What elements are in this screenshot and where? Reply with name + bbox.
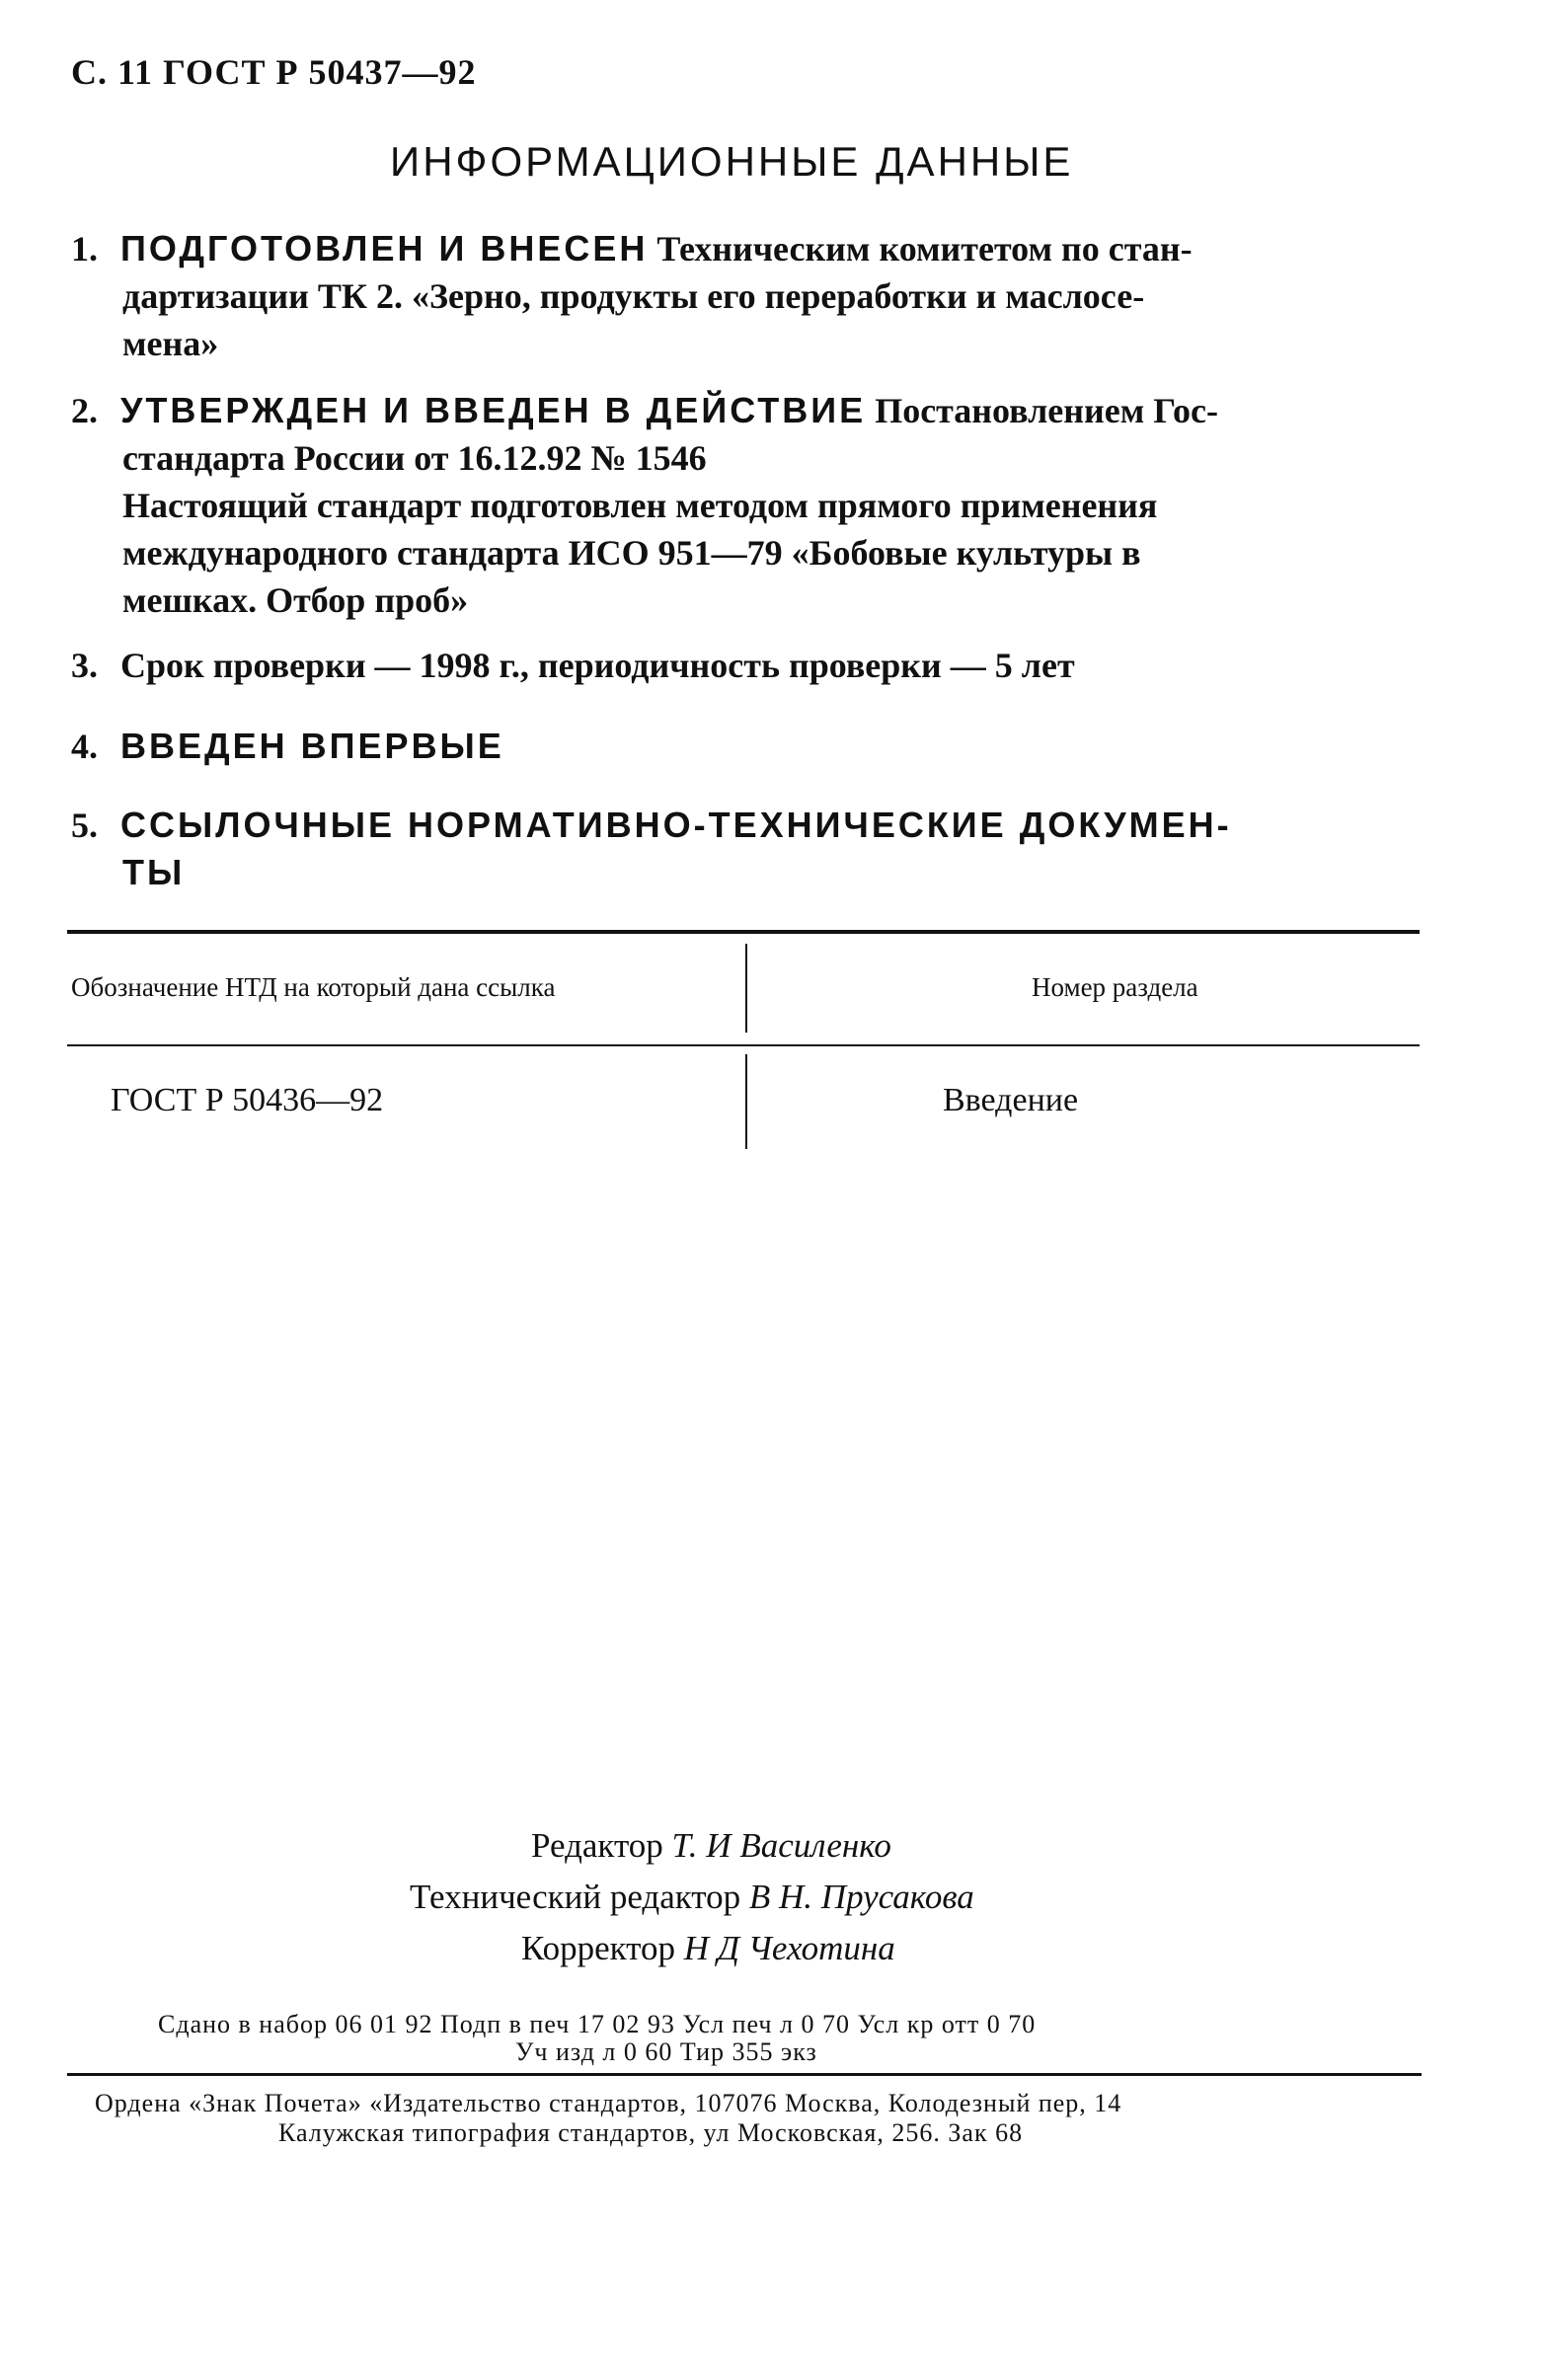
imprint-rule [67, 2073, 1422, 2076]
info-item-5 [71, 802, 1433, 896]
item-heading: ТЫ [122, 852, 186, 892]
table-cell-designation: ГОСТ Р 50436—92 [111, 1082, 384, 1118]
item-text: стандарта России от 16.12.92 № 1546 [122, 438, 707, 478]
info-item-1 [71, 225, 1433, 367]
table-cell-section: Введение [943, 1082, 1079, 1118]
editor-name: Т. И Василенко [671, 1826, 891, 1865]
proofreader-line [521, 1929, 895, 1968]
editor-label: Редактор [531, 1826, 663, 1865]
print-details-line-2: Уч изд л 0 60 Тир 355 экз [515, 2037, 817, 2066]
table-top-rule [67, 930, 1420, 934]
section-title: ИНФОРМАЦИОННЫЕ ДАННЫЕ [390, 138, 1074, 185]
table-header-rule [67, 1044, 1420, 1046]
tech-editor-label: Технический редактор [410, 1878, 741, 1916]
item-heading: ВВЕДЕН ВПЕРВЫЕ [120, 726, 504, 766]
item-text: Настоящий стандарт подготовлен методом прямого применения [122, 486, 1158, 525]
item-text: международного стандарта ИСО 951—79 «Бобовые культуры в [122, 533, 1141, 573]
publisher-line-1: Ордена «Знак Почета» «Издательство стандартов, 107076 Москва, Колодезный пер, 14 [95, 2089, 1122, 2117]
item-text: дартизации ТК 2. «Зерно, продукты его переработки и маслосе- [122, 276, 1145, 316]
info-item-4 [71, 723, 1433, 770]
table-column-divider [745, 944, 747, 1033]
item-heading: ССЫЛОЧНЫЕ НОРМАТИВНО-ТЕХНИЧЕСКИЕ ДОКУМЕН- [120, 805, 1232, 845]
item-number: 5. [71, 806, 98, 845]
item-text: Техническим комитетом по стан- [656, 229, 1193, 269]
info-item-2 [71, 387, 1433, 624]
tech-editor-line [410, 1878, 974, 1917]
item-number: 4. [71, 727, 98, 766]
item-heading: ПОДГОТОВЛЕН И ВНЕСЕН [120, 228, 649, 269]
item-number: 2. [71, 391, 98, 430]
proofreader-label: Корректор [521, 1929, 676, 1967]
column-header-section: Номер раздела [1032, 972, 1198, 1002]
tech-editor-name: В Н. Прусакова [748, 1878, 974, 1916]
item-text: Постановлением Гос- [875, 391, 1218, 430]
print-details-line-1: Сдано в набор 06 01 92 Подп в печ 17 02 93 Усл печ л 0 70 Усл кр отт 0 70 [158, 2010, 1037, 2038]
table-column-divider [745, 1054, 747, 1149]
item-text: Срок проверки — 1998 г., периодичность проверки — 5 лет [120, 646, 1075, 685]
item-text: мена» [122, 324, 219, 363]
item-number: 1. [71, 229, 98, 269]
item-heading: УТВЕРЖДЕН И ВВЕДЕН В ДЕЙСТВИЕ [120, 390, 867, 430]
proofreader-name: Н Д Чехотина [683, 1929, 895, 1967]
editor-line [531, 1826, 891, 1866]
info-item-3 [71, 642, 1433, 689]
column-header-designation: Обозначение НТД на который дана ссылка [71, 972, 556, 1002]
item-text: мешках. Отбор проб» [122, 580, 469, 620]
publisher-line-2: Калужская типография стандартов, ул Московская, 256. Зак 68 [278, 2118, 1024, 2147]
item-number: 3. [71, 646, 98, 685]
running-head: С. 11 ГОСТ Р 50437—92 [71, 52, 477, 92]
